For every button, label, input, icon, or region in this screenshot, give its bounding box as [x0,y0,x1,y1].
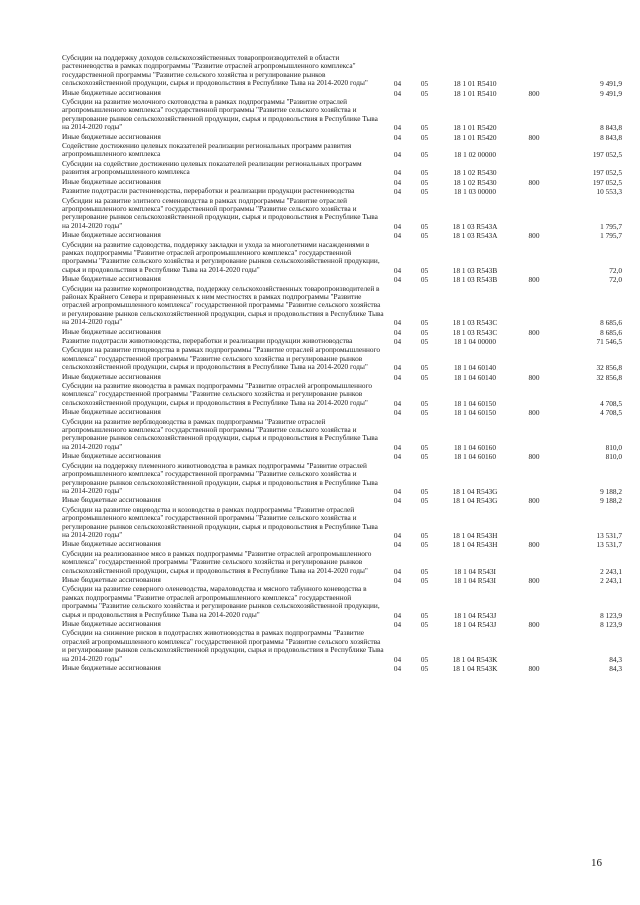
row-name: Субсидии на развитие элитного семеноводства в рамках подпрограммы "Развитие отраслей агропромышленного комплекса" государственной программы "Развитие сельского хозяйства и регулирование рынков сельскохозяйственной продукции, сырья и продовольствия в Республике Тыва на 2014-2020 годы" [62,195,378,230]
subsection-code: 05 [420,150,429,160]
table-row [62,462,622,497]
table-row [62,664,622,673]
subsection-code: 05 [420,79,429,89]
subsection-code: 05 [420,530,429,540]
subsection-code: 05 [420,610,429,620]
subsection-code: 05 [420,327,429,337]
expense-type-code [512,197,556,232]
section-code: 04 [393,372,402,382]
expense-type-code: 800 [528,664,540,674]
table-row [62,382,622,408]
budget-table [62,54,622,673]
row-name: Иные бюджетные ассигнования [62,274,161,284]
target-article-code: 18 1 04 R543G [452,486,498,496]
amount: 8 123,9 [600,620,622,629]
target-article-code: 18 1 04 60140 [454,372,496,382]
row-name: Иные бюджетные ассигнования [62,495,161,505]
section-code: 04 [393,408,402,418]
expense-type-code: 800 [528,620,540,629]
table-row [62,418,622,453]
amount: 197 052,5 [592,177,622,187]
page-number: 16 [591,857,602,869]
target-article-code: 18 1 04 60160 [454,452,496,462]
amount: 72,0 [609,265,622,275]
target-article-code: 18 1 01 R5410 [453,79,497,89]
subsection-code: 05 [420,337,429,346]
amount: 197 052,5 [592,150,622,160]
row-name: Развитие подотрасли животноводства, переработки и реализации продукции животноводства [62,336,353,345]
amount: 8 843,8 [600,123,622,133]
section-code: 04 [393,620,402,629]
target-article-code: 18 1 04 R543J [453,620,497,629]
expense-type-code [512,462,556,497]
row-name: Иные бюджетные ассигнования [62,87,161,97]
amount: 2 243,1 [600,575,622,585]
amount: 9 491,9 [600,88,622,98]
subsection-code: 05 [420,566,429,576]
target-article-code: 18 1 04 60150 [454,408,496,418]
row-name: Субсидии на развитие овцеводства и козоводства в рамках подпрограммы "Развитие отраслей агропромышленного комплекса" государственной программы "Развитие сельского хозяйства и регулирование рынков сельскохозяйственной продукции, сырья и продовольствия в Республике Тыва на 2014-2020 годы" [62,504,378,539]
table-row [62,346,622,372]
row-name: Иные бюджетные ассигнования [62,451,161,461]
expense-type-code [512,54,556,89]
amount: 13 531,7 [596,530,622,540]
row-name: Иные бюджетные ассигнования [62,326,161,336]
amount: 8 685,6 [600,318,622,328]
target-article-code: 18 1 03 R543С [452,318,498,328]
subsection-code: 05 [420,265,429,275]
expense-type-code: 800 [528,177,540,187]
section-code: 04 [393,275,402,285]
target-article-code: 18 1 04 60150 [454,398,496,408]
expense-type-code: 800 [528,575,540,585]
row-name: Содействие достижению целевых показателей реализации региональных программ развития агропромышленного комплекса [62,141,352,159]
target-article-code: 18 1 04 00000 [454,337,496,346]
section-code: 04 [393,88,402,98]
row-name: Субсидии на поддержку доходов сельскохозяйственных товаропроизводителей в области растениеводства в рамках подпрограммы "Развитие отраслей агропромышленного комплекса" государственной программы "Развитие сельского хозяйства и регулирование рынков сельскохозяйственной продукции, сырья и продовольствия в Республике Тыва на 2014-2020 годы" [62,53,368,88]
section-code: 04 [393,177,402,187]
subsection-code: 05 [420,408,429,418]
expense-type-code [512,382,556,408]
target-article-code: 18 1 04 R543H [452,540,498,550]
table-row [62,197,622,232]
target-article-code: 18 1 03 R543С [452,327,498,337]
row-name: Иные бюджетные ассигнования [62,131,161,141]
section-code: 04 [393,150,402,160]
row-name: Иные бюджетные ассигнования [62,619,161,628]
section-code: 04 [393,187,402,197]
amount: 197 052,5 [592,168,622,178]
row-name: Субсидии на реализованное мясо в рамках подпрограммы "Развитие отраслей агропромышленного комплекса" государственной программы "Развитие сельского хозяйства и регулирование рынков сельскохозяйственной продукции, сырья и продовольствия в Республике Тыва на 2014-2020 годы" [62,548,372,575]
section-code: 04 [393,318,402,328]
amount: 71 546,5 [596,337,622,346]
target-article-code: 18 1 02 R5430 [453,177,497,187]
subsection-code: 05 [420,318,429,328]
section-code: 04 [393,566,402,576]
subsection-code: 05 [420,372,429,382]
target-article-code: 18 1 03 R543В [452,265,498,275]
expense-type-code [512,418,556,453]
amount: 13 531,7 [596,540,622,550]
table-row [62,285,622,328]
target-article-code: 18 1 04 R543K [452,654,498,664]
expense-type-code [512,337,556,346]
section-code: 04 [393,442,402,452]
section-code: 04 [393,664,402,674]
row-name: Субсидии на развитие птицеводства в рамках подпрограммы "Развитие отраслей агропромышленного комплекса" государственной программы "Развитие сельского хозяйства и регулирование рынков сельскохозяйственной продукции, сырья и продовольствия в Республике Тыва на 2014-2020 годы" [62,345,380,372]
section-code: 04 [393,337,402,346]
row-name: Иные бюджетные ассигнования [62,663,161,673]
section-code: 04 [393,540,402,550]
subsection-code: 05 [420,168,429,178]
target-article-code: 18 1 04 R543I [454,566,496,576]
section-code: 04 [393,610,402,620]
subsection-code: 05 [420,123,429,133]
budget-document [62,54,622,673]
section-code: 04 [393,265,402,275]
target-article-code: 18 1 04 R543H [452,530,498,540]
target-article-code: 18 1 02 R5430 [453,168,497,178]
row-name: Иные бюджетные ассигнования [62,230,161,240]
section-code: 04 [393,79,402,89]
row-name: Субсидии на развитие молочного скотоводства в рамках подпрограммы "Развитие отраслей агропромышленного комплекса" государственной программы "Развитие сельского хозяйства и регулирование рынков сельскохозяйственной продукции, сырья и продовольствия в Республике Тыва на 2014-2020 годы" [62,97,378,132]
row-name: Иные бюджетные ассигнования [62,539,161,549]
expense-type-code [512,346,556,372]
amount: 810,0 [605,452,622,462]
target-article-code: 18 1 03 R543А [452,221,498,231]
subsection-code: 05 [420,231,429,241]
row-name: Субсидии на поддержку племенного животноводства в рамках подпрограммы "Развитие отраслей агропромышленного комплекса" государственной программы "Развитие сельского хозяйства и регулирование рынков сельскохозяйственной продукции, сырья и продовольствия в Республике Тыва на 2014-2020 годы" [62,460,378,495]
subsection-code: 05 [420,620,429,629]
expense-type-code: 800 [528,327,540,337]
section-code: 04 [393,327,402,337]
subsection-code: 05 [420,132,429,142]
row-name: Иные бюджетные ассигнования [62,574,161,584]
subsection-code: 05 [420,363,429,373]
amount: 72,0 [609,275,622,285]
target-article-code: 18 1 03 00000 [454,187,496,197]
table-row [62,142,622,160]
amount: 9 491,9 [600,79,622,89]
row-name: Субсидии на снижение рисков в подотраслях животноводства в рамках подпрограммы "Развитие отраслей агропромышленного комплекса" государственной программы "Развитие сельского хозяйства и регулирование рынков сельскохозяйственной продукции, сырья и продовольствия в Республике Тыва на 2014-2020 годы" [62,628,384,663]
amount: 8 123,9 [600,610,622,620]
target-article-code: 18 1 03 R543В [452,275,498,285]
expense-type-code [512,585,556,620]
row-name: Иные бюджетные ассигнования [62,371,161,381]
target-article-code: 18 1 04 R543G [452,496,498,506]
target-article-code: 18 1 04 R543I [454,575,496,585]
section-code: 04 [393,575,402,585]
section-code: 04 [393,654,402,664]
expense-type-code [512,142,556,160]
amount: 32 856,8 [596,363,622,373]
amount: 1 795,7 [600,221,622,231]
amount: 32 856,8 [596,372,622,382]
target-article-code: 18 1 04 R543K [452,664,498,674]
target-article-code: 18 1 01 R5420 [453,132,497,142]
table-row [62,54,622,89]
subsection-code: 05 [420,654,429,664]
expense-type-code: 800 [528,452,540,462]
table-row [62,160,622,178]
expense-type-code: 800 [528,231,540,241]
expense-type-code: 800 [528,408,540,418]
target-article-code: 18 1 04 60140 [454,363,496,373]
amount: 9 188,2 [600,486,622,496]
amount: 4 708,5 [600,408,622,418]
expense-type-code [512,98,556,133]
table-row [62,629,622,664]
row-name: Субсидии на развитие садоводства, поддержку закладки и ухода за многолетними насаждениями в рамках подпрограммы "Развитие отраслей агропромышленного комплекса" государственной программы "Развитие сельского хозяйства и регулирование рынков сельскохозяйственной продукции, сырья и продовольствия в Республике Тыва на 2014-2020 годы" [62,239,380,274]
row-name: Субсидии на развитие верблюдоводства в рамках подпрограммы "Развитие отраслей агропромышленного комплекса" государственной программы "Развитие сельского хозяйства и регулирование рынков сельскохозяйственной продукции, сырья и продовольствия в Республике Тыва на 2014-2020 годы" [62,416,378,451]
expense-type-code [512,629,556,664]
expense-type-code [512,285,556,328]
amount: 9 188,2 [600,496,622,506]
target-article-code: 18 1 02 00000 [454,150,496,160]
expense-type-code: 800 [528,132,540,142]
expense-type-code [512,160,556,178]
amount: 8 685,6 [600,327,622,337]
table-row [62,550,622,576]
table-row [62,506,622,541]
expense-type-code: 800 [528,88,540,98]
target-article-code: 18 1 01 R5420 [453,123,497,133]
target-article-code: 18 1 03 R543А [452,231,498,241]
expense-type-code [512,187,556,196]
subsection-code: 05 [420,398,429,408]
subsection-code: 05 [420,452,429,462]
row-name: Развитие подотрасли растениеводства, переработки и реализации продукции растениеводства [62,186,355,196]
amount: 810,0 [605,442,622,452]
subsection-code: 05 [420,187,429,197]
row-name: Иные бюджетные ассигнования [62,176,161,186]
target-article-code: 18 1 01 R5410 [453,88,497,98]
budget-table-body [62,54,622,673]
subsection-code: 05 [420,442,429,452]
table-row [62,585,622,620]
table-row [62,241,622,276]
section-code: 04 [393,496,402,506]
section-code: 04 [393,530,402,540]
expense-type-code: 800 [528,275,540,285]
amount: 84,3 [609,664,622,674]
expense-type-code [512,241,556,276]
section-code: 04 [393,452,402,462]
amount: 1 795,7 [600,231,622,241]
row-name: Субсидии на развитие северного оленеводства, мараловодства и мясного табунного коневодства в рамках подпрограммы "Развитие отраслей агропромышленного комплекса" государственной программы "Развитие сельского хозяйства и регулирование рынков сельскохозяйственной продукции, сырья и продовольствия в Республике Тыва на 2014-2020 годы" [62,584,380,619]
subsection-code: 05 [420,177,429,187]
section-code: 04 [393,123,402,133]
target-article-code: 18 1 04 R543J [453,610,497,620]
subsection-code: 05 [420,496,429,506]
table-row [62,98,622,133]
amount: 2 243,1 [600,566,622,576]
subsection-code: 05 [420,540,429,550]
section-code: 04 [393,221,402,231]
subsection-code: 05 [420,221,429,231]
section-code: 04 [393,231,402,241]
amount: 10 553,3 [596,187,622,197]
section-code: 04 [393,168,402,178]
section-code: 04 [393,398,402,408]
row-name: Субсидии на развитие яководства в рамках подпрограммы "Развитие отраслей агропромышленного комплекса" государственной программы "Развитие сельского хозяйства и регулирование рынков сельскохозяйственной продукции, сырья и продовольствия в Республике Тыва на 2014-2020 годы" [62,381,373,407]
subsection-code: 05 [420,664,429,674]
row-name: Субсидии на содействие достижению целевых показателей реализации региональных программ развития агропромышленного комплекса [62,158,362,177]
expense-type-code [512,506,556,541]
expense-type-code: 800 [528,372,540,382]
amount: 4 708,5 [600,398,622,408]
target-article-code: 18 1 04 60160 [454,442,496,452]
section-code: 04 [393,363,402,373]
expense-type-code: 800 [528,496,540,506]
amount: 8 843,8 [600,132,622,142]
expense-type-code [512,550,556,576]
row-name: Субсидии на развитие кормопроизводства, поддержку сельскохозяйственных товаропроизводителей в районах Крайнего Севера и приравненных к ним местностях в рамках подпрограммы "Развитие отраслей агропромышленного комплекса" государственной программы "Развитие сельского хозяйства и регулирование рынков сельскохозяйственной продукции, сырья и продовольствия в Республике Тыва на 2014-2020 годы" [62,283,384,327]
section-code: 04 [393,486,402,496]
amount: 84,3 [609,654,622,664]
subsection-code: 05 [420,275,429,285]
row-name: Иные бюджетные ассигнования [62,407,161,417]
section-code: 04 [393,132,402,142]
subsection-code: 05 [420,88,429,98]
subsection-code: 05 [420,575,429,585]
expense-type-code: 800 [528,540,540,550]
subsection-code: 05 [420,486,429,496]
